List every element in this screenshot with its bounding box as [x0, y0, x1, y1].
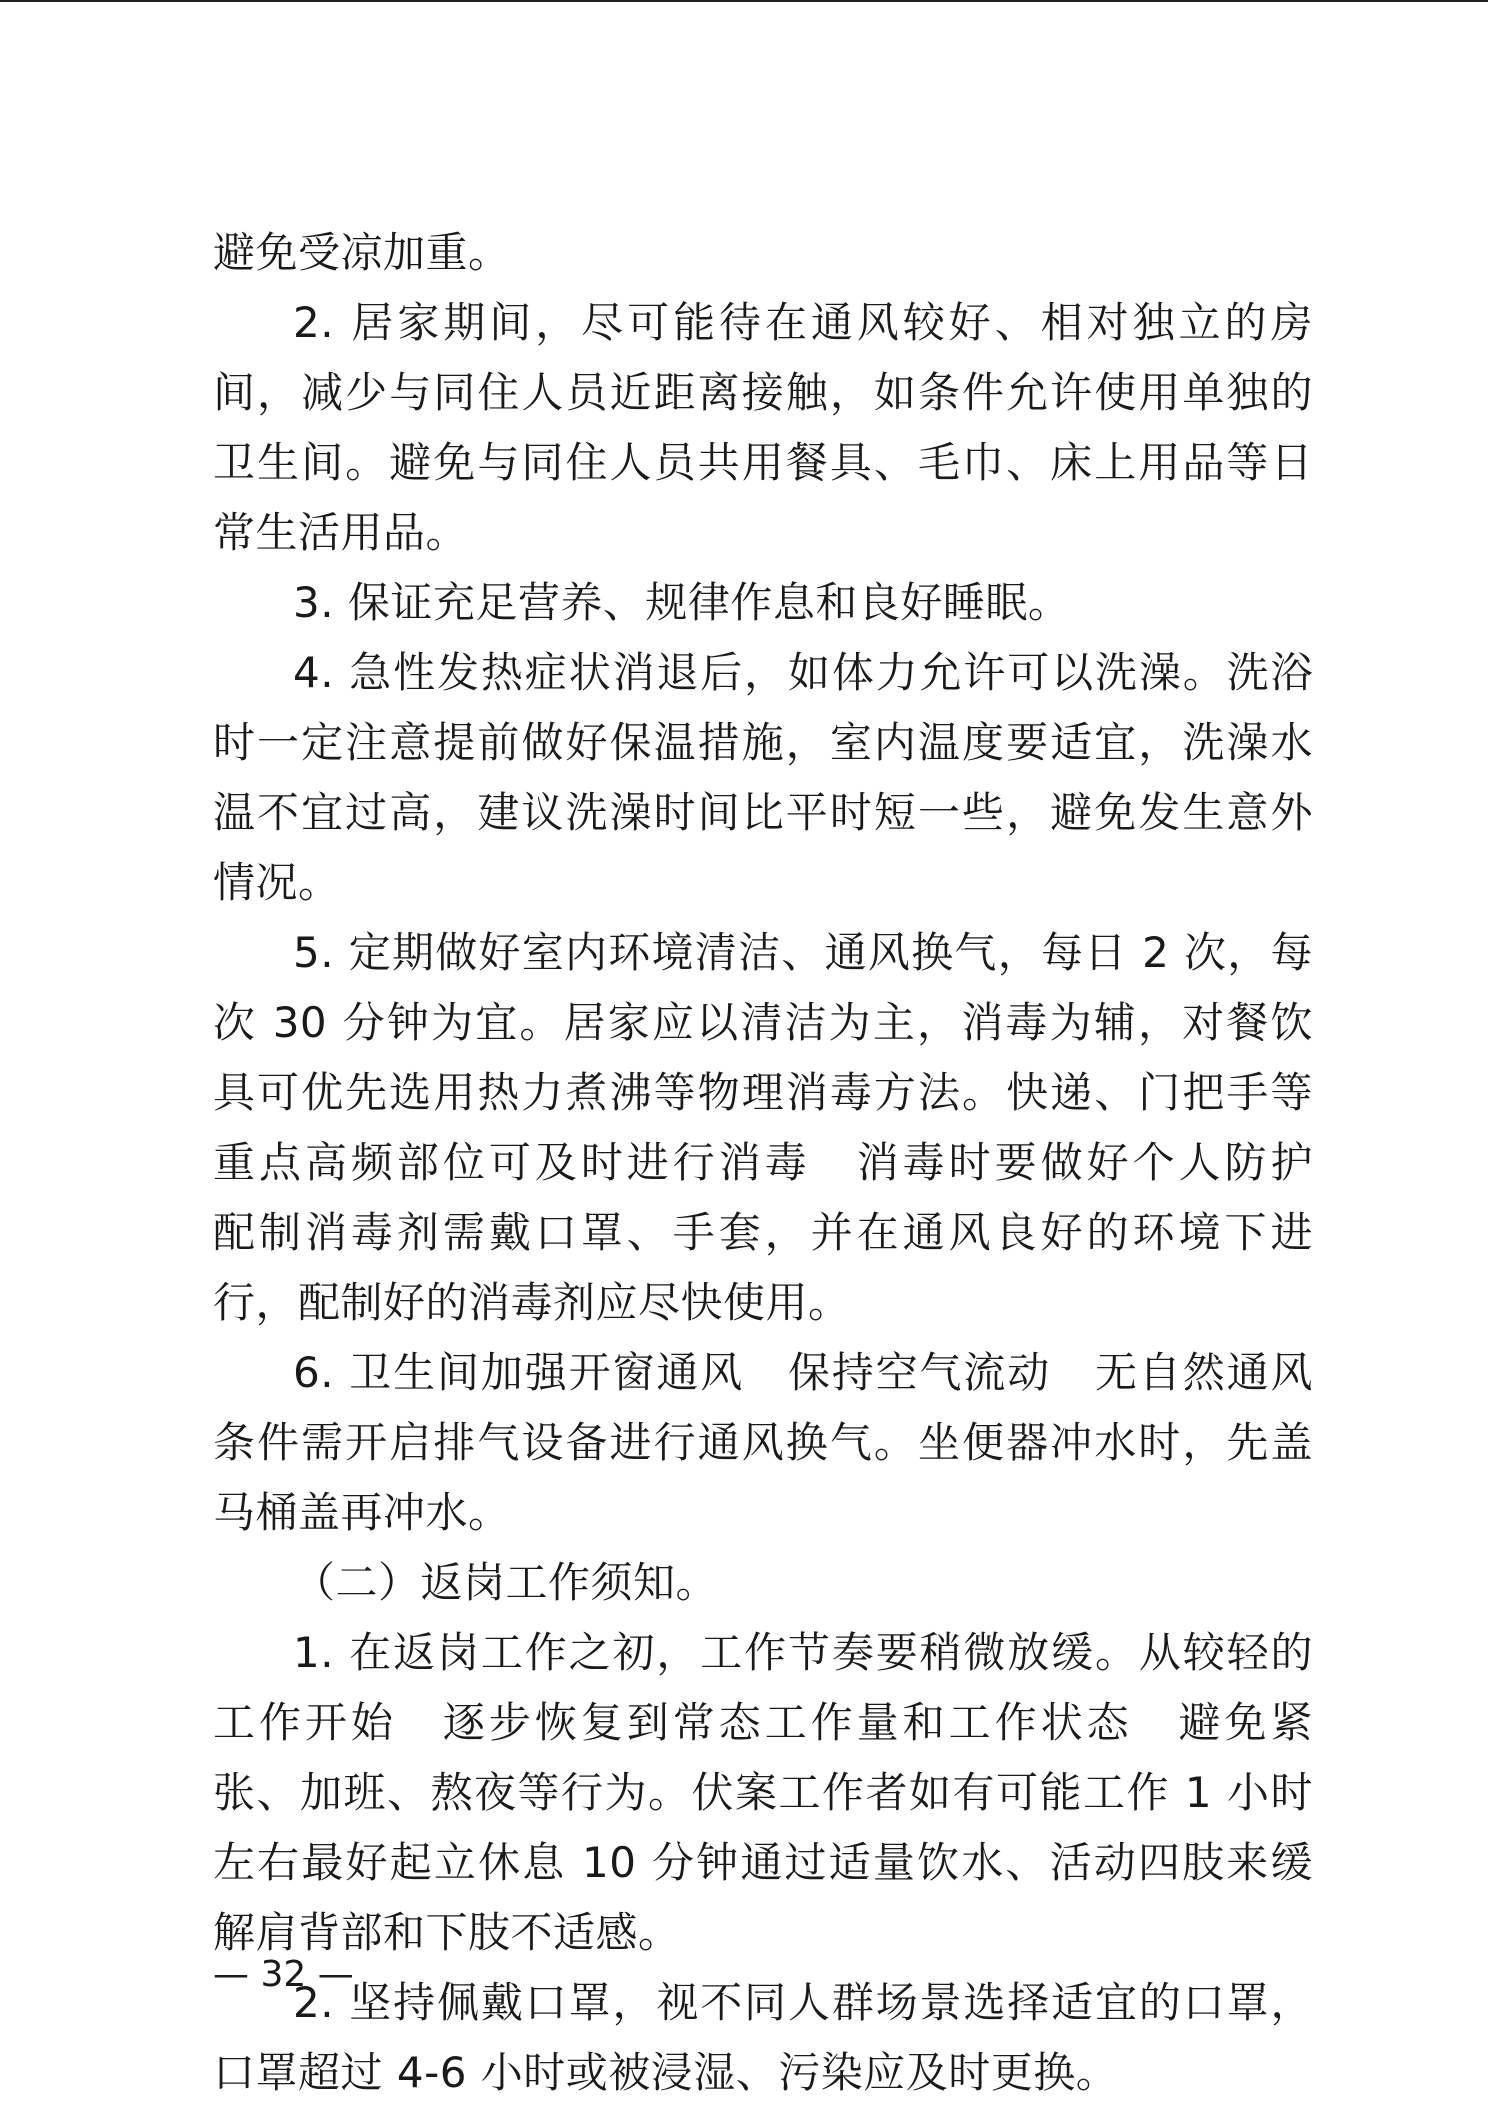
section-heading-return-to-work: （二）返岗工作须知。 [293, 1558, 719, 1607]
paragraph-continuation: 避免受凉加重。 [213, 228, 511, 277]
paragraph-work-item-1: 1. 在返岗工作之初，工作节奏要稍微放缓。从较轻的工作开始 逐步恢复到常态工作量和工作状态 避免紧张、加班、熬夜等行为。伏案工作者如有可能工作 1 小时左右最好起立休息 10 分钟通过适量饮水、活动四肢来缓解肩背部和下肢不适感。 [213, 1628, 1313, 1957]
paragraph-item-2: 2. 居家期间，尽可能待在通风较好、相对独立的房间，减少与同住人员近距离接触，如条件允许使用单独的卫生间。避免与同住人员共用餐具、毛巾、床上用品等日常生活用品。 [213, 298, 1313, 557]
page-number: — 32 — [213, 1954, 354, 1995]
top-border-line [0, 0, 1488, 2]
document-body [213, 218, 1356, 2108]
paragraph-item-4: 4. 急性发热症状消退后，如体力允许可以洗澡。洗浴时一定注意提前做好保温措施，室内温度要适宜，洗澡水温不宜过高，建议洗澡时间比平时短一些，避免发生意外情况。 [213, 648, 1313, 907]
paragraph-item-3: 3. 保证充足营养、规律作息和良好睡眠。 [293, 578, 1071, 627]
paragraph-item-5: 5. 定期做好室内环境清洁、通风换气，每日 2 次，每次 30 分钟为宜。居家应以清洁为主，消毒为辅，对餐饮具可优先选用热力煮沸等物理消毒方法。快递、门把手等重点高频部位可及时进行消毒 消毒时要做好个人防护 配制消毒剂需戴口罩、手套，并在通风良好的环境下进行，配制好的消毒剂应尽快使用。 [213, 928, 1356, 1327]
paragraph-work-item-2: 2. 坚持佩戴口罩，视不同人群场景选择适宜的口罩，口罩超过 4-6 小时或被浸湿、污染应及时更换。 [213, 1978, 1313, 2097]
paragraph-item-6: 6. 卫生间加强开窗通风 保持空气流动 无自然通风条件需开启排气设备进行通风换气。坐便器冲水时，先盖马桶盖再冲水。 [213, 1348, 1313, 1537]
